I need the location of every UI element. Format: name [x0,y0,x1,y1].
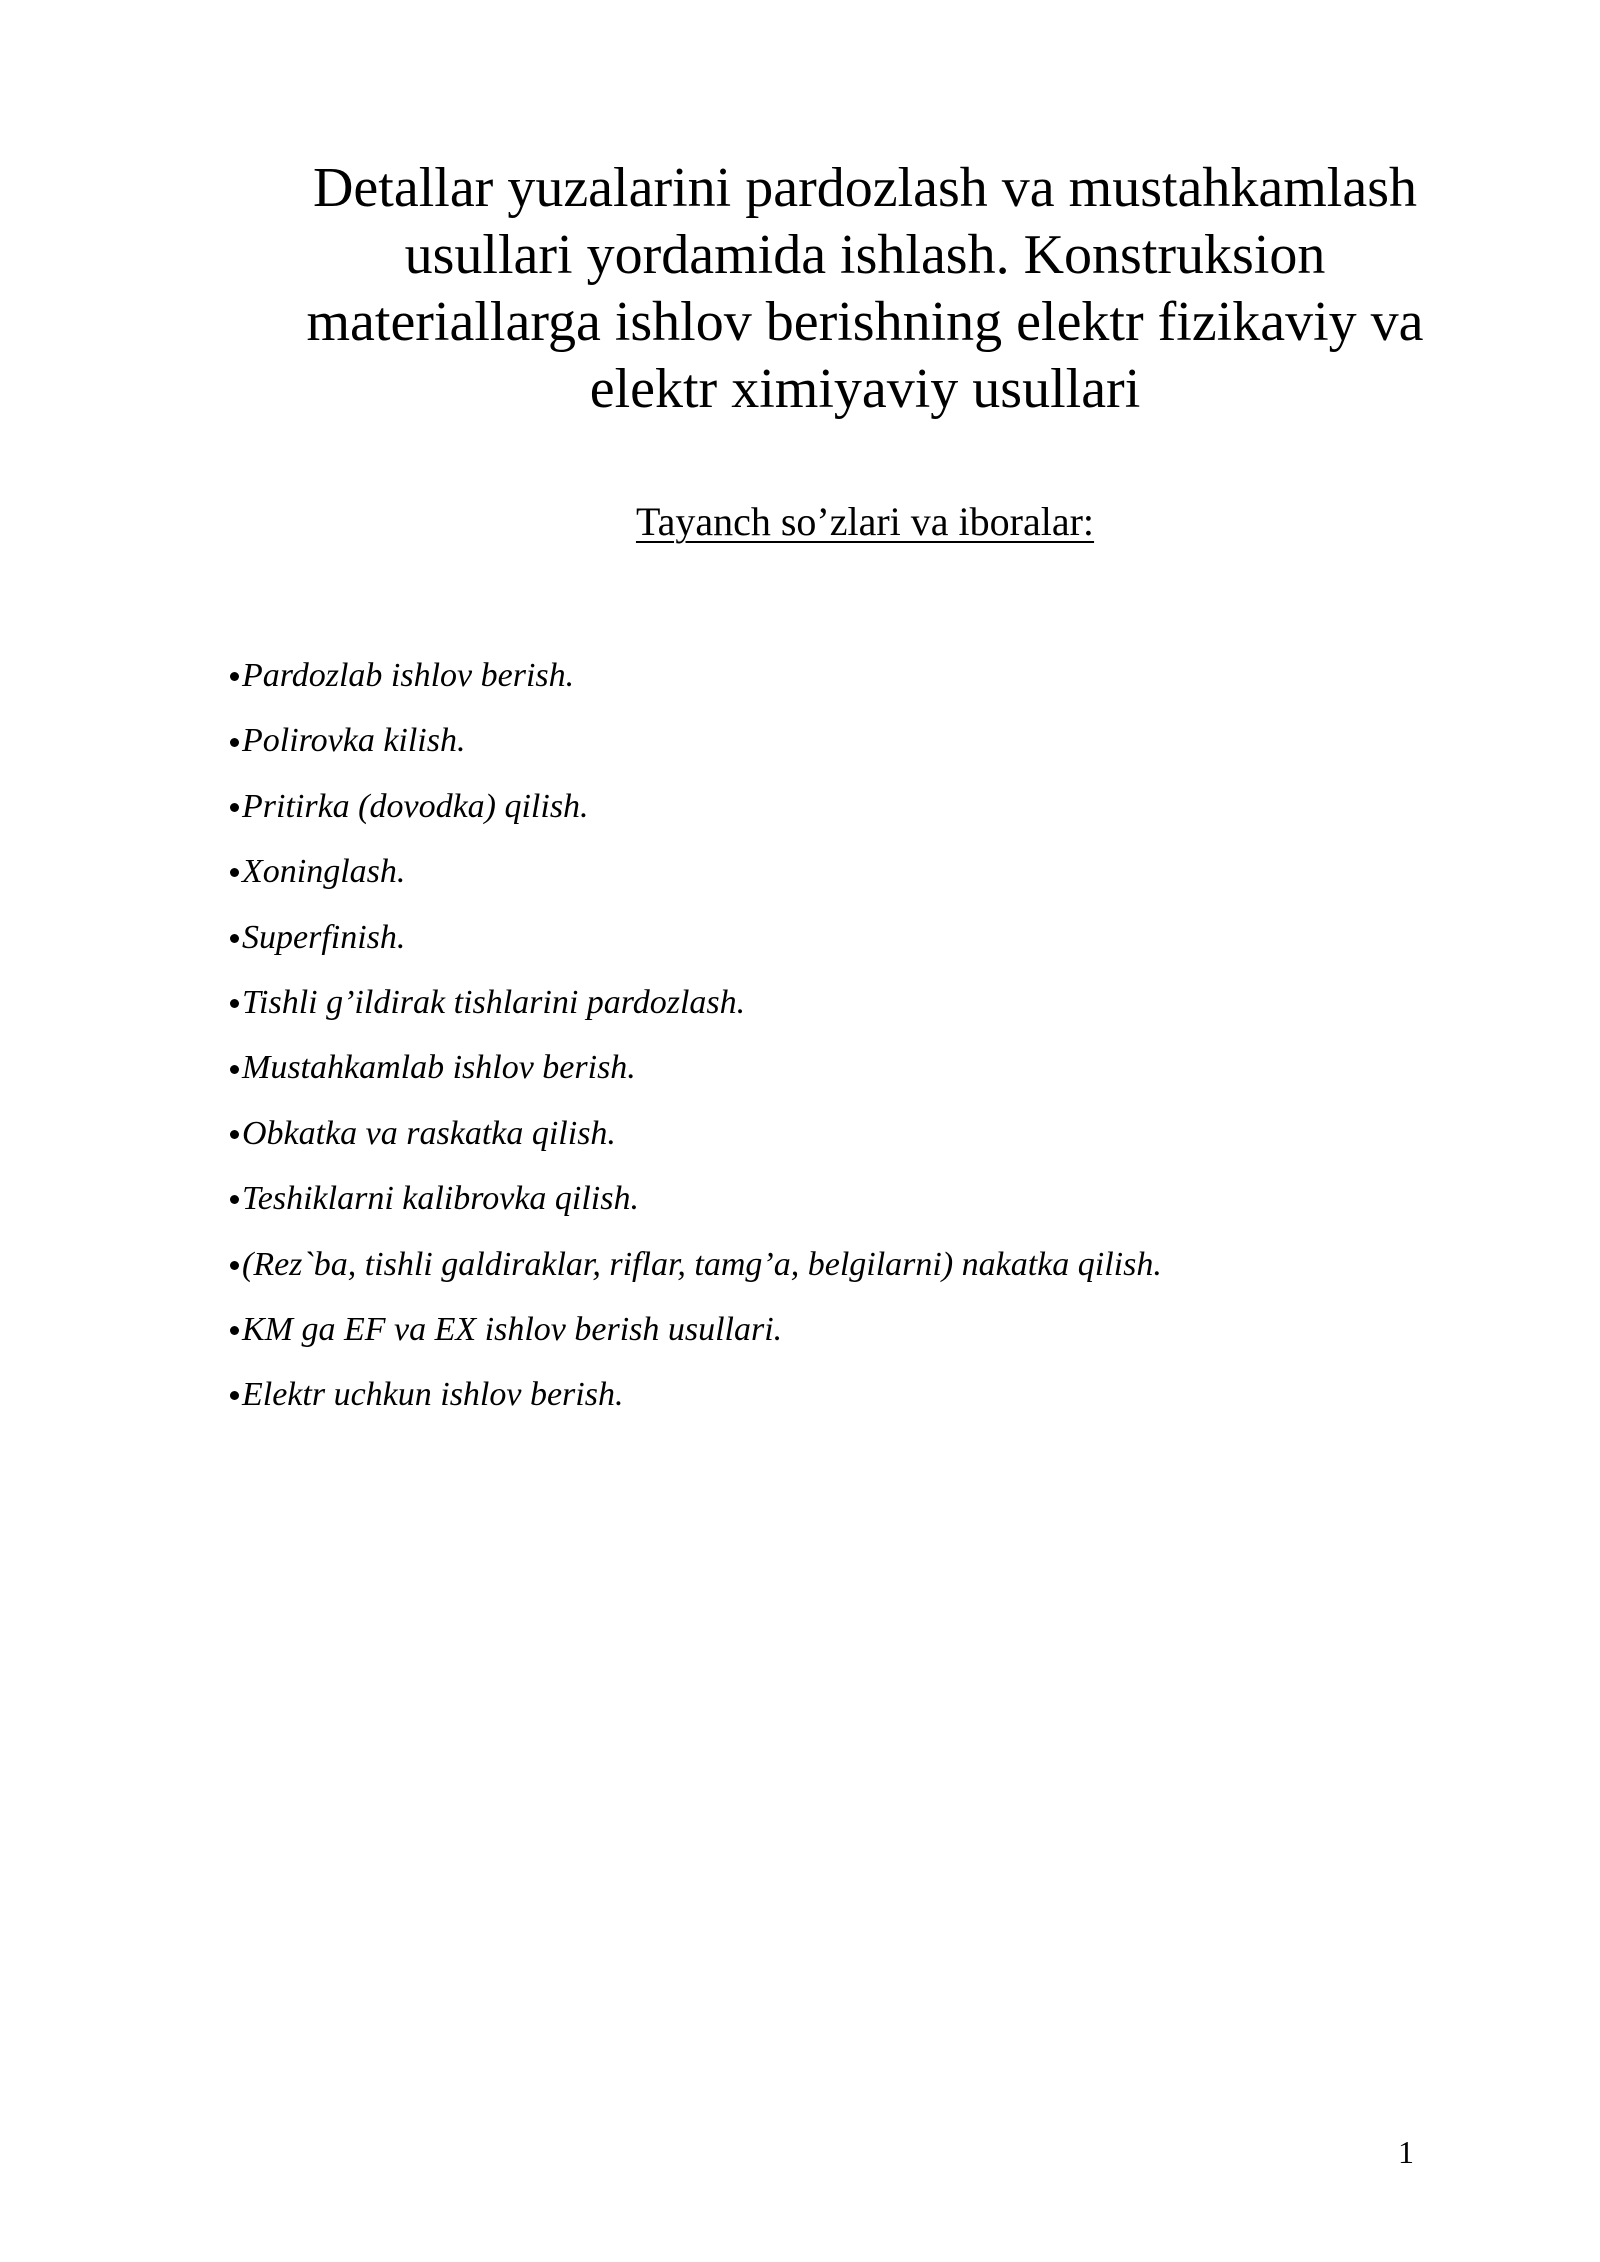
keyword-text: Pritirka (dovodka) qilish. [242,787,589,825]
keyword-item [230,774,1162,839]
page-number: 1 [1398,2134,1414,2170]
keyword-item [230,1101,1162,1166]
bullet-icon [230,672,239,681]
bullet-icon [230,1065,239,1074]
keyword-item [230,1166,1162,1231]
title-line: elektr ximiyaviy usullari [589,358,1141,420]
keyword-list [230,643,1162,1428]
bullet-icon [230,999,239,1008]
title-line: Detallar yuzalarini pardozlash va mustahkamlash [312,157,1418,219]
document-title [200,155,1530,423]
keyword-item [230,708,1162,773]
bullet-icon [230,1195,239,1204]
keyword-item [230,1362,1162,1427]
keyword-item [230,1297,1162,1362]
keywords-heading [200,498,1530,546]
keyword-item [230,839,1162,904]
keyword-text: Xoninglash. [242,853,406,891]
keyword-text: Obkatka va raskatka qilish. [242,1114,616,1152]
keyword-text: Polirovka kilish. [242,722,466,760]
keyword-text: Teshiklarni kalibrovka qilish. [242,1180,639,1218]
bullet-icon [230,1130,239,1139]
keyword-text: Elektr uchkun ishlov berish. [242,1376,624,1414]
title-line: usullari yordamida ishlash. Konstruksion [404,224,1326,286]
bullet-icon [230,1326,239,1335]
bullet-icon [230,738,239,747]
keyword-text: Tishli g’ildirak tishlarini pardozlash. [242,983,746,1021]
bullet-icon [230,868,239,877]
keywords-heading-text: Tayanch so’zlari va iboralar: [635,499,1095,544]
keyword-item [230,1232,1162,1297]
keyword-text: (Rez`ba, tishli galdiraklar, riflar, tamg’a, belgilarni) nakatka qilish. [242,1245,1162,1283]
keyword-item [230,1035,1162,1100]
keyword-text: KM ga EF va EX ishlov berish usullari. [242,1310,783,1348]
bullet-icon [230,934,239,943]
title-line: materiallarga ishlov berishning elektr fizikaviy va [306,291,1424,353]
keyword-item [230,643,1162,708]
bullet-icon [230,1261,239,1270]
bullet-icon [230,803,239,812]
bullet-icon [230,1391,239,1400]
keyword-text: Superfinish. [242,918,406,956]
keyword-text: Pardozlab ishlov berish. [242,657,575,694]
keyword-item [230,970,1162,1035]
keyword-text: Mustahkamlab ishlov berish. [242,1049,636,1087]
keyword-item [230,905,1162,970]
